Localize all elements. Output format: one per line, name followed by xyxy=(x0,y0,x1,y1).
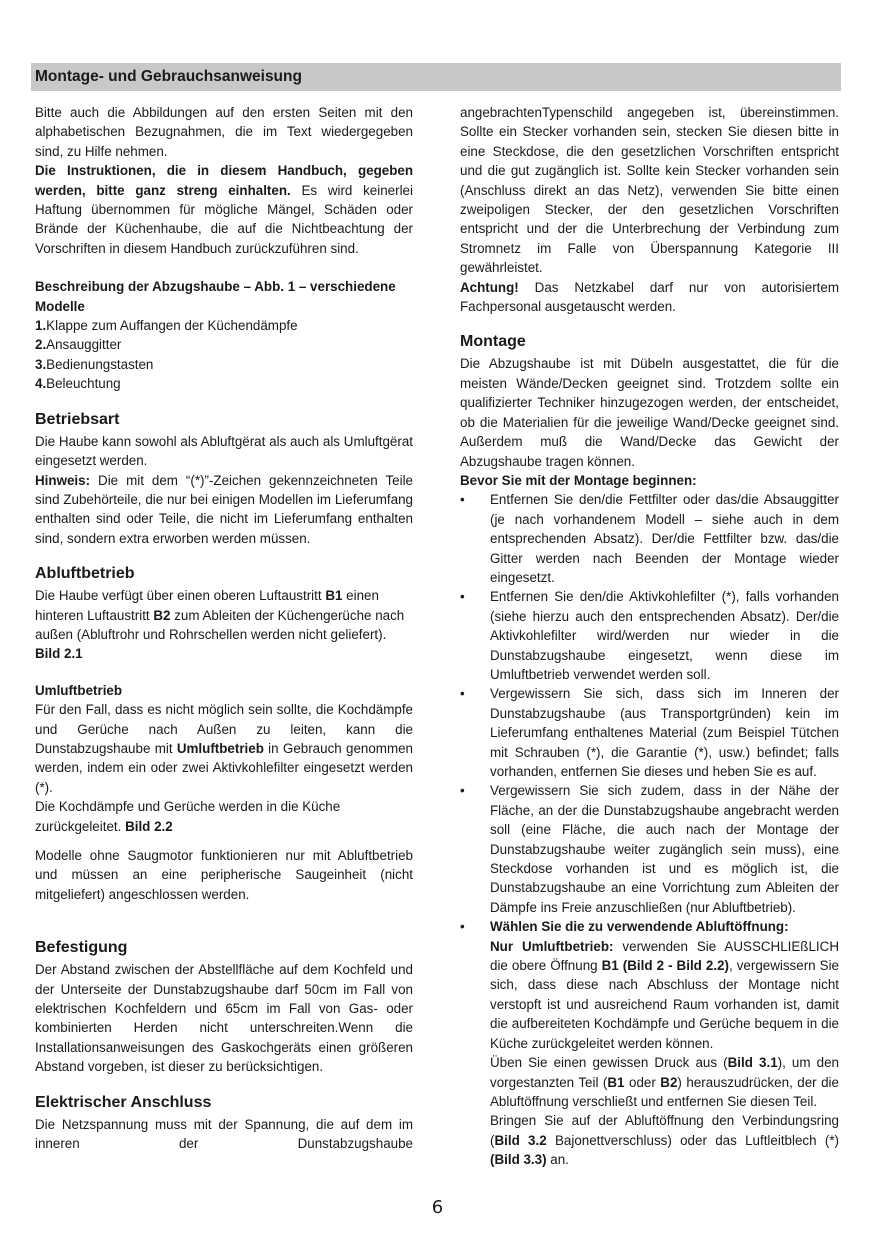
right-column xyxy=(460,103,839,1170)
hinweis-label: Hinweis: xyxy=(35,472,91,488)
b5-p3-bild: Bild 3.2 xyxy=(494,1132,547,1148)
b5-p3-text-3: an. xyxy=(546,1152,569,1168)
b5-heading: • Wählen Sie die zu verwendende Abluftöffnung: xyxy=(490,919,789,935)
elektrisch-heading: Elektrischer Anschluss xyxy=(35,1093,212,1111)
bevor-heading: Bevor Sie mit der Montage beginnen: xyxy=(460,472,697,488)
betriebsart-heading: Betriebsart xyxy=(35,410,120,428)
betriebsart-text: Die Haube kann sowohl als Abluftgërat als auch als Umluftgërat eingesetzt werden. xyxy=(35,433,413,469)
elektrisch-continued: angebrachtenTypenschild angegeben ist, übereinstimmen. Sollte ein Stecker vorhanden sein, stecken Sie diesen bitte in eine Steckdose, die den gesetzlichen Vorschriften entspricht und die gut zugänglich ist. Sollte kein Stecker vorhanden sein (Anschluss direkt an das Netz), verwenden Sie bitte einen zweipoligen Stecker, der den gesetzlichen Vorschriften entspricht und der die Unterbrechung der Verbindung zum Stromnetz im Falle von Überspannung Kategorie III gewährleistet. xyxy=(460,105,839,276)
b5-p2-b2: B2 xyxy=(660,1074,678,1090)
umluft-paragraph xyxy=(35,700,413,797)
b5-paragraph-2 xyxy=(490,1053,839,1111)
b5-p2-bild: Bild 3.1 xyxy=(727,1055,778,1071)
left-column xyxy=(35,103,413,1153)
achtung-label: Achtung! xyxy=(460,279,519,295)
hinweis-paragraph xyxy=(35,471,413,549)
umluft-heading: Umluftbetrieb xyxy=(35,682,123,698)
bullet-list xyxy=(460,490,839,1169)
section-header-bar xyxy=(31,63,841,91)
list-item xyxy=(35,374,413,393)
b5-paragraph-3 xyxy=(490,1111,839,1169)
umluft-text-2: in Gebrauch genommen werden, indem ein oder zwei Aktivkohlefilter eingesetzt werden (*). xyxy=(35,740,413,795)
bullet-item: • Entfernen Sie den/die Aktivkohlefilter (*), falls vorhanden (siehe hierzu auch den entsprechenden Absatz). Der/die Aktivkohlefilter wird/werden nur wieder in die Dunstabzugshaube eingesetzt, wenn diese im Umluftbetrieb verwendet werden soll. xyxy=(460,587,839,684)
abluft-heading: Abluftbetrieb xyxy=(35,565,135,583)
b5-b1-bild: B1 (Bild 2 - Bild 2.2) xyxy=(601,958,729,974)
bullet-item-abluftoeffnung xyxy=(460,917,839,1169)
abluft-b1: B1 xyxy=(325,588,343,604)
abluft-paragraph xyxy=(35,586,413,644)
list-item-text: Beleuchtung xyxy=(46,376,121,392)
umluft-bold: Umluftbetrieb xyxy=(176,740,264,756)
abluft-text-2: einen hinteren Luftaustritt xyxy=(35,588,379,623)
hinweis-text: Die mit dem “(*)”-Zeichen gekennzeichneten Teile sind Zubehörteile, die nur bei einigen Modellen im Lieferumfang enthalten sind oder Teile, die nicht im Lieferumfang enthalten sind, sondern extra erworben werden müssen. xyxy=(35,472,413,546)
bullet-item: • Entfernen Sie den/die Fettfilter oder das/die Absauggitter (je nach vorhandenem Modell – siehe auch in dem entsprechenden Absatz). Der/die Fettfilter bzw. das/die Gitter werden nach Beenden der Montage wieder eingesetzt. xyxy=(460,490,839,587)
list-item-text: Klappe zum Auffangen der Küchendämpfe xyxy=(46,318,298,334)
b5-text-2: , vergewissern Sie sich, dass diese nach Abschluss der Montage nicht verstopft ist und ausreichend Raum vorhanden ist, damit die aufbereiteten Kochdämpfe und Gerüche bequem in die Küche zurückgeleitet werden können. xyxy=(490,958,840,1051)
montage-heading: Montage xyxy=(460,333,526,351)
abluft-bild: Bild 2.1 xyxy=(35,646,83,662)
b5-text-1: verwenden Sie AUSSCHLIEßLICH die obere Öffnung xyxy=(490,938,839,974)
description-list xyxy=(35,316,413,394)
instructions-rest: Es wird keinerlei Haftung übernommen für mögliche Mängel, Schäden oder Brände der Küchenhaube, die auf die Nichtbeachtung der Vorschriften in diesem Handbuch zurückzuführen sind. xyxy=(35,182,413,256)
umluft-text-3: Die Kochdämpfe und Gerüche werden in die Küche zurückgeleitet. xyxy=(35,799,341,834)
b5-p3-bild-2: (Bild 3.3) xyxy=(490,1152,547,1168)
page-number: 6 xyxy=(431,1197,444,1218)
bullet-item: • Vergewissern Sie sich, dass sich im Inneren der Dunstabzugshaube (aus Transportgründen) kein im Lieferumfang enthaltenes Material (zum Beispiel Tütchen mit Schrauben (*), die Garantie (*), usw.) befindet; falls vorhanden, entfernen Sie dieses und heben Sie es auf. xyxy=(460,684,839,781)
elektrisch-paragraph: Die Netzspannung muss mit der Spannung, die auf dem im inneren der Dunstabzugshaube xyxy=(35,1116,413,1152)
umluft-text-1: Für den Fall, dass es nicht möglich sein sollte, die Kochdämpfe und Gerüche nach Außen zu leiten, kann die Dunstabzugshaube mit xyxy=(35,702,413,756)
list-item xyxy=(35,316,413,335)
b5-p2-text-3: oder xyxy=(624,1074,661,1090)
b5-p2-text-4: ) herauszudrücken, der die Abluftöffnung verschließt und entfernen Sie diesen Teil. xyxy=(490,1074,839,1109)
b5-p3-text-1: Bringen Sie auf der Abluftöffnung den Verbindungsring ( xyxy=(490,1113,839,1148)
list-item-number: 4. xyxy=(35,376,47,392)
list-item-number: 3. xyxy=(35,356,47,372)
list-item-text: Bedienungstasten xyxy=(46,356,154,372)
b5-p3-text-2: Bajonettverschluss) oder das Luftleitblech (*) xyxy=(546,1132,839,1148)
befestigung-paragraph: Der Abstand zwischen der Abstellfläche auf dem Kochfeld und der Unterseite der Dunstabzugshaube darf 50cm im Fall von elektrischen Kochfeldern und 65cm im Fall von Gas- oder kombinierten Herden nicht unterschreiten.Wenn die Installationsanweisungen des Gaskochgeräts einen größeren Abstand vorgeben, ist dieser zu berücksichtigen. xyxy=(35,962,413,1075)
instructions-paragraph xyxy=(35,161,413,258)
umluft-paragraph-2 xyxy=(35,797,413,836)
achtung-text: Das Netzkabel darf nur von autorisiertem Fachpersonal ausgetauscht werden. xyxy=(460,279,839,315)
list-item xyxy=(35,355,413,374)
achtung-paragraph xyxy=(460,278,839,317)
b5-paragraph-1 xyxy=(490,937,839,1053)
b5-nur-umluft: Nur Umluftbetrieb: xyxy=(490,938,614,954)
list-item-number: 1. xyxy=(35,318,47,334)
instructions-bold: Die Instruktionen, die in diesem Handbuch, gegeben werden, bitte ganz streng einhalten. xyxy=(35,163,413,198)
section-title: Montage- und Gebrauchsanweisung xyxy=(35,68,302,85)
b5-p2-text-1: Üben Sie einen gewissen Druck aus ( xyxy=(490,1055,728,1071)
b5-p2-b1: B1 xyxy=(607,1074,625,1090)
b5-p2-text-2: ), um den vorgestanzten Teil ( xyxy=(490,1055,839,1090)
intro-paragraph: Bitte auch die Abbildungen auf den ersten Seiten mit den alphabetischen Bezugnahmen, die im Text wiedergegeben sind, zu Hilfe nehmen. xyxy=(35,105,413,159)
abluft-text-3: zum Ableiten der Küchengerüche nach außen (Abluftrohr und Rohrschellen werden nicht geliefert). xyxy=(35,607,405,642)
abluft-b2: B2 xyxy=(153,607,171,623)
montage-paragraph: Die Abzugshaube ist mit Dübeln ausgestattet, die für die meisten Wände/Decken geeignet sind. Trotzdem sollte ein qualifizierter Techniker hinzugezogen werden, der entscheidet, ob die Materialien für die jeweilige Wand/Decke geeignet sind. Außerdem muß die Wand/Decke das Gewicht der Abzugshaube tragen können. xyxy=(460,356,839,469)
befestigung-heading: Befestigung xyxy=(35,939,128,957)
list-item xyxy=(35,335,413,354)
description-heading: Beschreibung der Abzugshaube – Abb. 1 – verschiedene Modelle xyxy=(35,279,396,314)
umluft-bild: Bild 2.2 xyxy=(125,818,173,834)
list-item-number: 2. xyxy=(35,337,47,353)
abluft-text-1: Die Haube verfügt über einen oberen Luftaustritt xyxy=(35,588,326,604)
modelle-paragraph: Modelle ohne Saugmotor funktionieren nur mit Abluftbetrieb und müssen an eine peripherische Saugeinheit (nicht mitgeliefert) angeschlossen werden. xyxy=(35,848,413,902)
list-item-text: Ansauggitter xyxy=(46,337,122,353)
bullet-item: • Vergewissern Sie sich zudem, dass in der Nähe der Fläche, an der die Dunstabzugshaube angebracht werden soll (eine Fläche, die auch nach der Montage der Dunstabzugshaube weiter zugänglich sein muss), eine Steckdose vorhanden ist und es möglich ist, die Dunstabzugshaube an eine Vorrichtung zum Ableiten der Dämpfe ins Freie anzuschließen (nur Abluftbetrieb). xyxy=(460,781,839,917)
